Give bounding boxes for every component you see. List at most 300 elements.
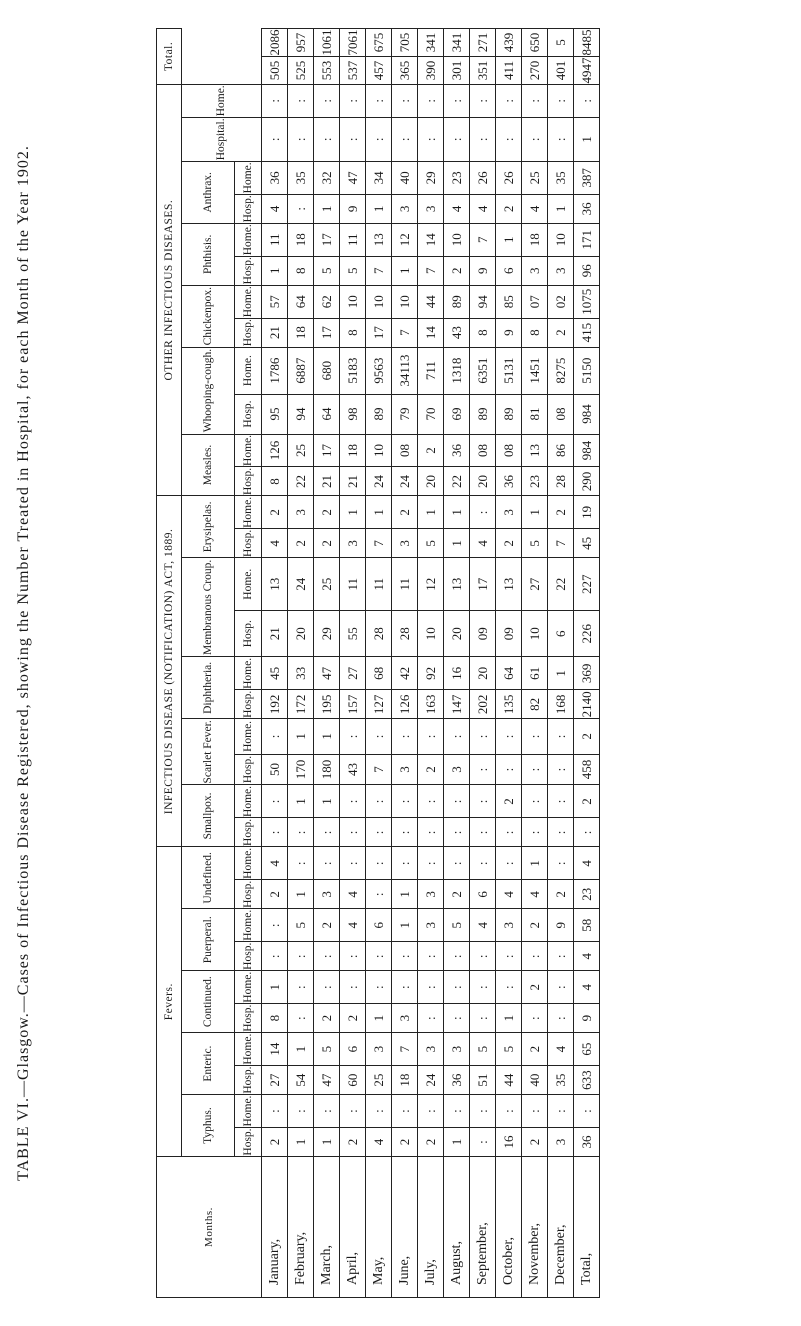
value-cell: 192 <box>262 690 288 719</box>
value-cell: : <box>574 818 600 847</box>
value-cell: 10 <box>444 223 470 256</box>
value-cell: 1 <box>314 785 340 818</box>
value-cell: 271 <box>470 29 496 57</box>
value-cell: 24 <box>418 1066 444 1095</box>
value-cell: 62 <box>314 285 340 318</box>
value-cell: : <box>262 84 288 117</box>
home-subheader: Home. <box>235 496 262 529</box>
value-cell: 2 <box>392 1128 418 1157</box>
value-cell: 1 <box>522 847 548 880</box>
value-cell: 5 <box>548 29 574 57</box>
value-cell: 1 <box>340 496 366 529</box>
undefined-header: Undefined. <box>182 847 235 909</box>
value-cell: 1 <box>392 909 418 942</box>
value-cell: 458 <box>574 754 600 785</box>
home-subheader: Home. <box>235 1095 262 1128</box>
value-cell: 341 <box>418 29 444 57</box>
value-cell: 290 <box>574 467 600 496</box>
value-cell: 984 <box>574 394 600 434</box>
value-cell: 2 <box>392 496 418 529</box>
value-cell: 14 <box>262 1033 288 1066</box>
value-cell: 2 <box>314 909 340 942</box>
value-cell: 47 <box>314 657 340 690</box>
value-cell: 2 <box>574 719 600 754</box>
value-cell: 25 <box>366 1066 392 1095</box>
value-cell: 13 <box>496 558 522 611</box>
value-cell: 457 <box>366 57 392 85</box>
value-cell: 94 <box>288 394 314 434</box>
value-cell: : <box>496 84 522 117</box>
value-cell: 1 <box>288 785 314 818</box>
value-cell: 170 <box>288 754 314 785</box>
value-cell: 95 <box>262 394 288 434</box>
value-cell: 135 <box>496 690 522 719</box>
value-cell: 3 <box>548 256 574 285</box>
value-cell: : <box>496 719 522 754</box>
value-cell: : <box>496 942 522 971</box>
value-cell: 18 <box>288 223 314 256</box>
value-cell: : <box>366 84 392 117</box>
value-cell: 9 <box>470 256 496 285</box>
value-cell: 08 <box>496 434 522 467</box>
value-cell: : <box>418 942 444 971</box>
value-cell: 64 <box>288 285 314 318</box>
value-cell: : <box>522 818 548 847</box>
value-cell: 2 <box>418 754 444 785</box>
table-row <box>340 29 366 1298</box>
value-cell: 55 <box>340 611 366 657</box>
value-cell: : <box>262 785 288 818</box>
value-cell: 3 <box>392 194 418 223</box>
value-cell: 4 <box>522 194 548 223</box>
value-cell: 34 <box>366 161 392 194</box>
value-cell: 2086 <box>262 29 288 57</box>
value-cell: 23 <box>522 467 548 496</box>
value-cell: 65 <box>574 1033 600 1066</box>
value-cell: 4 <box>444 194 470 223</box>
value-cell: 82 <box>522 690 548 719</box>
other-diseases-group-header: OTHER INFECTIOUS DISEASES. <box>157 84 182 496</box>
value-cell: 2 <box>418 1128 444 1157</box>
hosp-subheader: Hosp. <box>235 467 262 496</box>
value-cell: 50 <box>262 754 288 785</box>
value-cell: : <box>470 496 496 529</box>
value-cell: : <box>314 1095 340 1128</box>
value-cell: 44 <box>418 285 444 318</box>
value-cell: 180 <box>314 754 340 785</box>
value-cell: : <box>522 785 548 818</box>
value-cell: 69 <box>444 394 470 434</box>
value-cell: 2 <box>496 785 522 818</box>
value-cell: 2 <box>262 880 288 909</box>
value-cell: 10 <box>418 611 444 657</box>
value-cell: : <box>262 909 288 942</box>
value-cell: 126 <box>392 690 418 719</box>
value-cell: : <box>366 785 392 818</box>
value-cell: : <box>262 719 288 754</box>
value-cell: 96 <box>574 256 600 285</box>
value-cell: 47 <box>340 161 366 194</box>
value-cell: 10 <box>522 611 548 657</box>
value-cell: 7 <box>392 318 418 347</box>
value-cell: 1451 <box>522 347 548 394</box>
value-cell: : <box>548 719 574 754</box>
value-cell: : <box>444 847 470 880</box>
value-cell: : <box>548 117 574 161</box>
value-cell: 25 <box>314 558 340 611</box>
value-cell: : <box>470 754 496 785</box>
value-cell: : <box>392 719 418 754</box>
value-cell: 22 <box>548 558 574 611</box>
value-cell: 270 <box>522 57 548 85</box>
value-cell: 21 <box>314 467 340 496</box>
value-cell: 537 <box>340 57 366 85</box>
value-cell: 44 <box>496 1066 522 1095</box>
value-cell: : <box>392 1095 418 1128</box>
value-cell: : <box>496 1095 522 1128</box>
value-cell: : <box>548 847 574 880</box>
value-cell: 4 <box>340 909 366 942</box>
hosp-subheader: Hosp. <box>235 1004 262 1033</box>
home-subheader: Home. <box>235 285 262 318</box>
value-cell: 25 <box>288 434 314 467</box>
value-cell: : <box>522 754 548 785</box>
value-cell: 505 <box>262 57 288 85</box>
value-cell: 36 <box>262 161 288 194</box>
value-cell: : <box>340 785 366 818</box>
hosp-subheader: Hosp. <box>235 818 262 847</box>
value-cell: 3 <box>392 754 418 785</box>
value-cell: : <box>522 84 548 117</box>
value-cell: 11 <box>262 223 288 256</box>
home-subheader: Home. <box>235 161 262 194</box>
value-cell: 5 <box>496 1033 522 1066</box>
value-cell: : <box>392 818 418 847</box>
value-cell: 70 <box>418 394 444 434</box>
value-cell: 40 <box>522 1066 548 1095</box>
value-cell: 02 <box>548 285 574 318</box>
value-cell: 1 <box>366 1004 392 1033</box>
value-cell: 12 <box>418 558 444 611</box>
value-cell: 8275 <box>548 347 574 394</box>
value-cell: 1 <box>314 719 340 754</box>
value-cell: 17 <box>314 434 340 467</box>
value-cell: 35 <box>548 1066 574 1095</box>
value-cell: 226 <box>574 611 600 657</box>
value-cell: 5 <box>340 256 366 285</box>
value-cell: 2 <box>496 194 522 223</box>
value-cell: 28 <box>392 611 418 657</box>
infectious-disease-table <box>156 28 600 1298</box>
table-row <box>470 29 496 1298</box>
value-cell: 27 <box>340 657 366 690</box>
value-cell: 10 <box>340 285 366 318</box>
value-cell: : <box>496 818 522 847</box>
value-cell: 24 <box>392 467 418 496</box>
home-subheader: Home. <box>235 847 262 880</box>
value-cell: 92 <box>418 657 444 690</box>
value-cell: 2 <box>314 529 340 558</box>
value-cell: 07 <box>522 285 548 318</box>
value-cell: 1 <box>366 194 392 223</box>
value-cell: 1 <box>288 719 314 754</box>
total-group-header: Total. <box>157 29 182 85</box>
value-cell: 3 <box>418 909 444 942</box>
value-cell: 34113 <box>392 347 418 394</box>
value-cell: 11 <box>340 558 366 611</box>
value-cell: 32 <box>314 161 340 194</box>
value-cell: 64 <box>314 394 340 434</box>
value-cell: 81 <box>522 394 548 434</box>
value-cell: : <box>548 942 574 971</box>
value-cell: : <box>314 942 340 971</box>
value-cell: 86 <box>548 434 574 467</box>
value-cell: : <box>340 84 366 117</box>
value-cell: : <box>470 1004 496 1033</box>
month-cell: December, <box>548 1157 574 1298</box>
value-cell: 1 <box>392 880 418 909</box>
value-cell: 61 <box>522 657 548 690</box>
value-cell: 2 <box>522 971 548 1004</box>
value-cell: 09 <box>496 611 522 657</box>
value-cell: 24 <box>288 558 314 611</box>
home-subheader: Home. <box>235 347 262 394</box>
value-cell: 11 <box>340 223 366 256</box>
value-cell: 20 <box>470 467 496 496</box>
value-cell: : <box>574 1095 600 1128</box>
value-cell: 29 <box>418 161 444 194</box>
value-cell: 1 <box>496 1004 522 1033</box>
value-cell: : <box>418 1095 444 1128</box>
value-cell: 1 <box>262 971 288 1004</box>
value-cell: 9 <box>496 318 522 347</box>
month-cell: June, <box>392 1157 418 1298</box>
value-cell: 21 <box>340 467 366 496</box>
diphtheria-header: Diphtheria. <box>182 657 235 719</box>
value-cell: : <box>444 785 470 818</box>
value-cell: 126 <box>262 434 288 467</box>
value-cell: : <box>470 785 496 818</box>
months-header: Months. <box>157 1157 262 1298</box>
erysipelas-header: Erysipelas. <box>182 496 235 558</box>
value-cell: 29 <box>314 611 340 657</box>
value-cell: : <box>470 847 496 880</box>
hosp-subheader: Hosp. <box>235 690 262 719</box>
value-cell: : <box>444 719 470 754</box>
value-cell: : <box>444 84 470 117</box>
value-cell: 2 <box>314 1004 340 1033</box>
value-cell: 9 <box>340 194 366 223</box>
home-subheader: Home. <box>235 909 262 942</box>
value-cell: 64 <box>496 657 522 690</box>
value-cell: 1 <box>548 657 574 690</box>
home-subheader: Home. <box>235 785 262 818</box>
value-cell: : <box>366 1095 392 1128</box>
value-cell: 5 <box>418 529 444 558</box>
value-cell: 7 <box>548 529 574 558</box>
value-cell: : <box>522 117 548 161</box>
value-cell: 36 <box>444 434 470 467</box>
home-subheader: Home. <box>235 719 262 754</box>
scarlet-fever-header: Scarlet Fever. <box>182 719 235 785</box>
value-cell: 8 <box>470 318 496 347</box>
value-cell: 94 <box>470 285 496 318</box>
value-cell: 4 <box>470 529 496 558</box>
value-cell: 3 <box>418 194 444 223</box>
value-cell: 10 <box>366 285 392 318</box>
value-cell: 4 <box>470 194 496 223</box>
value-cell: 22 <box>444 467 470 496</box>
value-cell: : <box>288 818 314 847</box>
month-cell: August, <box>444 1157 470 1298</box>
value-cell: 1 <box>496 223 522 256</box>
value-cell: : <box>340 1095 366 1128</box>
value-cell: 351 <box>470 57 496 85</box>
value-cell: 705 <box>392 29 418 57</box>
value-cell: 5 <box>314 1033 340 1066</box>
value-cell: : <box>340 719 366 754</box>
value-cell: 3 <box>418 880 444 909</box>
value-cell: : <box>548 818 574 847</box>
act-group-header: INFECTIOUS DISEASE (NOTIFICATION) ACT, 1889. <box>157 496 182 847</box>
value-cell: 127 <box>366 690 392 719</box>
value-cell: 1075 <box>574 285 600 318</box>
hosp-subheader: Hosp. <box>235 318 262 347</box>
value-cell: 2 <box>496 529 522 558</box>
value-cell: 3 <box>314 880 340 909</box>
value-cell: : <box>522 1095 548 1128</box>
value-cell: : <box>288 971 314 1004</box>
value-cell: 35 <box>288 161 314 194</box>
value-cell: : <box>548 785 574 818</box>
value-cell: : <box>444 942 470 971</box>
value-cell: 35 <box>548 161 574 194</box>
value-cell: : <box>314 818 340 847</box>
value-cell: 3 <box>418 1033 444 1066</box>
home-subheader: Home. <box>235 657 262 690</box>
value-cell: 11 <box>392 558 418 611</box>
value-cell: 1 <box>366 496 392 529</box>
value-cell: 5131 <box>496 347 522 394</box>
value-cell: 54 <box>288 1066 314 1095</box>
value-cell: 439 <box>496 29 522 57</box>
value-cell: 16 <box>496 1128 522 1157</box>
value-cell: 6887 <box>288 347 314 394</box>
value-cell: 163 <box>418 690 444 719</box>
value-cell: 89 <box>470 394 496 434</box>
value-cell: 51 <box>470 1066 496 1095</box>
value-cell: 4 <box>574 971 600 1004</box>
value-cell: 4 <box>366 1128 392 1157</box>
value-cell: 13 <box>522 434 548 467</box>
value-cell: 1 <box>314 194 340 223</box>
value-cell: : <box>314 84 340 117</box>
value-cell: 3 <box>288 496 314 529</box>
value-cell: 4 <box>522 880 548 909</box>
value-cell: 3 <box>496 496 522 529</box>
value-cell: 13 <box>444 558 470 611</box>
table-row <box>444 29 470 1298</box>
value-cell: : <box>548 754 574 785</box>
value-cell: 2 <box>340 1004 366 1033</box>
value-cell: 08 <box>392 434 418 467</box>
value-cell: 369 <box>574 657 600 690</box>
value-cell: 16 <box>444 657 470 690</box>
value-cell: 1 <box>288 1033 314 1066</box>
value-cell: 21 <box>262 611 288 657</box>
month-cell: February, <box>288 1157 314 1298</box>
hosp-subheader: Hosp. <box>235 754 262 785</box>
month-cell: July, <box>418 1157 444 1298</box>
value-cell: 13 <box>366 223 392 256</box>
value-cell: 1 <box>444 1128 470 1157</box>
value-cell: 27 <box>262 1066 288 1095</box>
value-cell: 22 <box>288 467 314 496</box>
value-cell: : <box>262 942 288 971</box>
value-cell: : <box>288 194 314 223</box>
value-cell: : <box>288 942 314 971</box>
value-cell: : <box>444 1004 470 1033</box>
smallpox-header: Smallpox. <box>182 785 235 847</box>
value-cell: 195 <box>314 690 340 719</box>
value-cell: 20 <box>288 611 314 657</box>
anthrax-header: Anthrax. <box>182 161 235 223</box>
value-cell: 2 <box>444 256 470 285</box>
fevers-group-header: Fevers. <box>157 847 182 1157</box>
value-cell: 20 <box>444 611 470 657</box>
value-cell: 20 <box>470 657 496 690</box>
value-cell: : <box>496 847 522 880</box>
value-cell: 2 <box>288 529 314 558</box>
value-cell: 6 <box>548 611 574 657</box>
value-cell: 1318 <box>444 347 470 394</box>
value-cell: : <box>418 971 444 1004</box>
month-cell: September, <box>470 1157 496 1298</box>
home-subheader: Home. <box>235 434 262 467</box>
value-cell: 3 <box>548 1128 574 1157</box>
value-cell: 10 <box>392 285 418 318</box>
value-cell: 957 <box>288 29 314 57</box>
value-cell: 27 <box>522 558 548 611</box>
hosp-subheader: Hosp. <box>235 256 262 285</box>
value-cell: : <box>340 971 366 1004</box>
phthisis-header: Phthisis. <box>182 223 235 285</box>
typhus-header: Typhus. <box>182 1095 235 1157</box>
value-cell: 28 <box>366 611 392 657</box>
value-cell: : <box>366 117 392 161</box>
value-cell: 227 <box>574 558 600 611</box>
value-cell: 3 <box>496 909 522 942</box>
value-cell: 20 <box>418 467 444 496</box>
value-cell: 36 <box>496 467 522 496</box>
value-cell: 45 <box>574 529 600 558</box>
value-cell: 1 <box>548 194 574 223</box>
value-cell: : <box>418 818 444 847</box>
value-cell: 3 <box>392 1004 418 1033</box>
value-cell: 10 <box>548 223 574 256</box>
value-cell: 387 <box>574 161 600 194</box>
enteric-header: Enteric. <box>182 1033 235 1095</box>
home-subheader: Home. <box>235 223 262 256</box>
value-cell: 172 <box>288 690 314 719</box>
table-row <box>366 29 392 1298</box>
value-cell: : <box>496 971 522 1004</box>
value-cell: 3 <box>522 256 548 285</box>
value-cell: 7061 <box>340 29 366 57</box>
value-cell: 09 <box>470 611 496 657</box>
value-cell: 675 <box>366 29 392 57</box>
month-cell: May, <box>366 1157 392 1298</box>
